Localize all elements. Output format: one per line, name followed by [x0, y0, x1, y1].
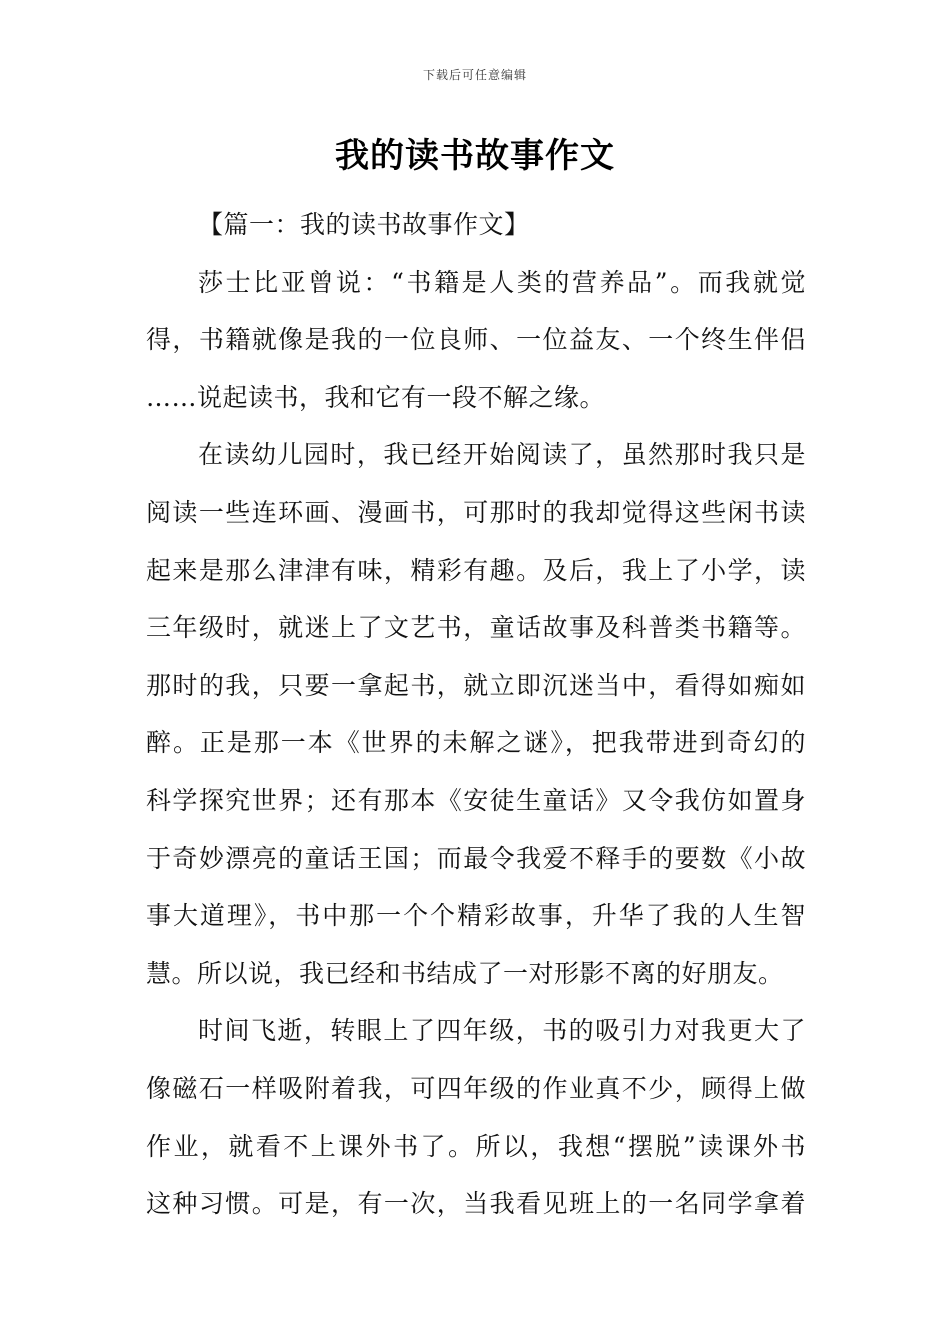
paragraph-2-line-4: 三年级时，就迷上了文艺书，童话故事及科普类书籍等。 — [146, 613, 806, 643]
paragraph-2-line-10: 慧。所以说，我已经和书结成了一对形影不离的好朋友。 — [146, 958, 784, 988]
document-body — [146, 196, 806, 1233]
paragraph-3-line-4: 这种习惯。可是，有一次，当我看见班上的一名同学拿着 — [146, 1189, 806, 1219]
paragraph-2-line-3: 起来是那么津津有味，精彩有趣。及后，我上了小学，读 — [146, 555, 806, 585]
paragraph-2-line-1: 在读幼儿园时，我已经开始阅读了，虽然那时我只是 — [198, 440, 806, 470]
document-title: 我的读书故事作文 — [335, 136, 615, 176]
paragraph-3-line-2: 像磁石一样吸附着我，可四年级的作业真不少，顾得上做 — [146, 1073, 806, 1103]
paragraph-3-line-3: 作业，就看不上课外书了。所以，我想“摆脱”读课外书 — [146, 1131, 806, 1161]
paragraph-3-line-1: 时间飞逝，转眼上了四年级，书的吸引力对我更大了 — [198, 1016, 806, 1046]
paragraph-2-line-5: 那时的我，只要一拿起书，就立即沉迷当中，看得如痴如 — [146, 670, 806, 700]
paragraph-2-line-7: 科学探究世界；还有那本《安徒生童话》又令我仿如置身 — [146, 785, 806, 815]
paragraph-2-line-2: 阅读一些连环画、漫画书，可那时的我却觉得这些闲书读 — [146, 497, 806, 527]
paragraph-1-line-1: 莎士比亚曾说：“书籍是人类的营养品”。而我就觉 — [198, 267, 806, 297]
paragraph-2-line-6: 醉。正是那一本《世界的未解之谜》，把我带进到奇幻的 — [146, 728, 806, 758]
paragraph-2-line-9: 事大道理》，书中那一个个精彩故事，升华了我的人生智 — [146, 901, 806, 931]
paragraph-1-line-3: ……说起读书，我和它有一段不解之缘。 — [146, 382, 606, 412]
header-note: 下载后可任意编辑 — [422, 68, 527, 82]
paragraph-1-line-2: 得，书籍就像是我的一位良师、一位益友、一个终生伴侣 — [146, 325, 806, 355]
section-heading: 【篇一：我的读书故事作文】 — [198, 210, 530, 239]
paragraph-2-line-8: 于奇妙漂亮的童话王国；而最令我爱不释手的要数《小故 — [146, 843, 806, 873]
